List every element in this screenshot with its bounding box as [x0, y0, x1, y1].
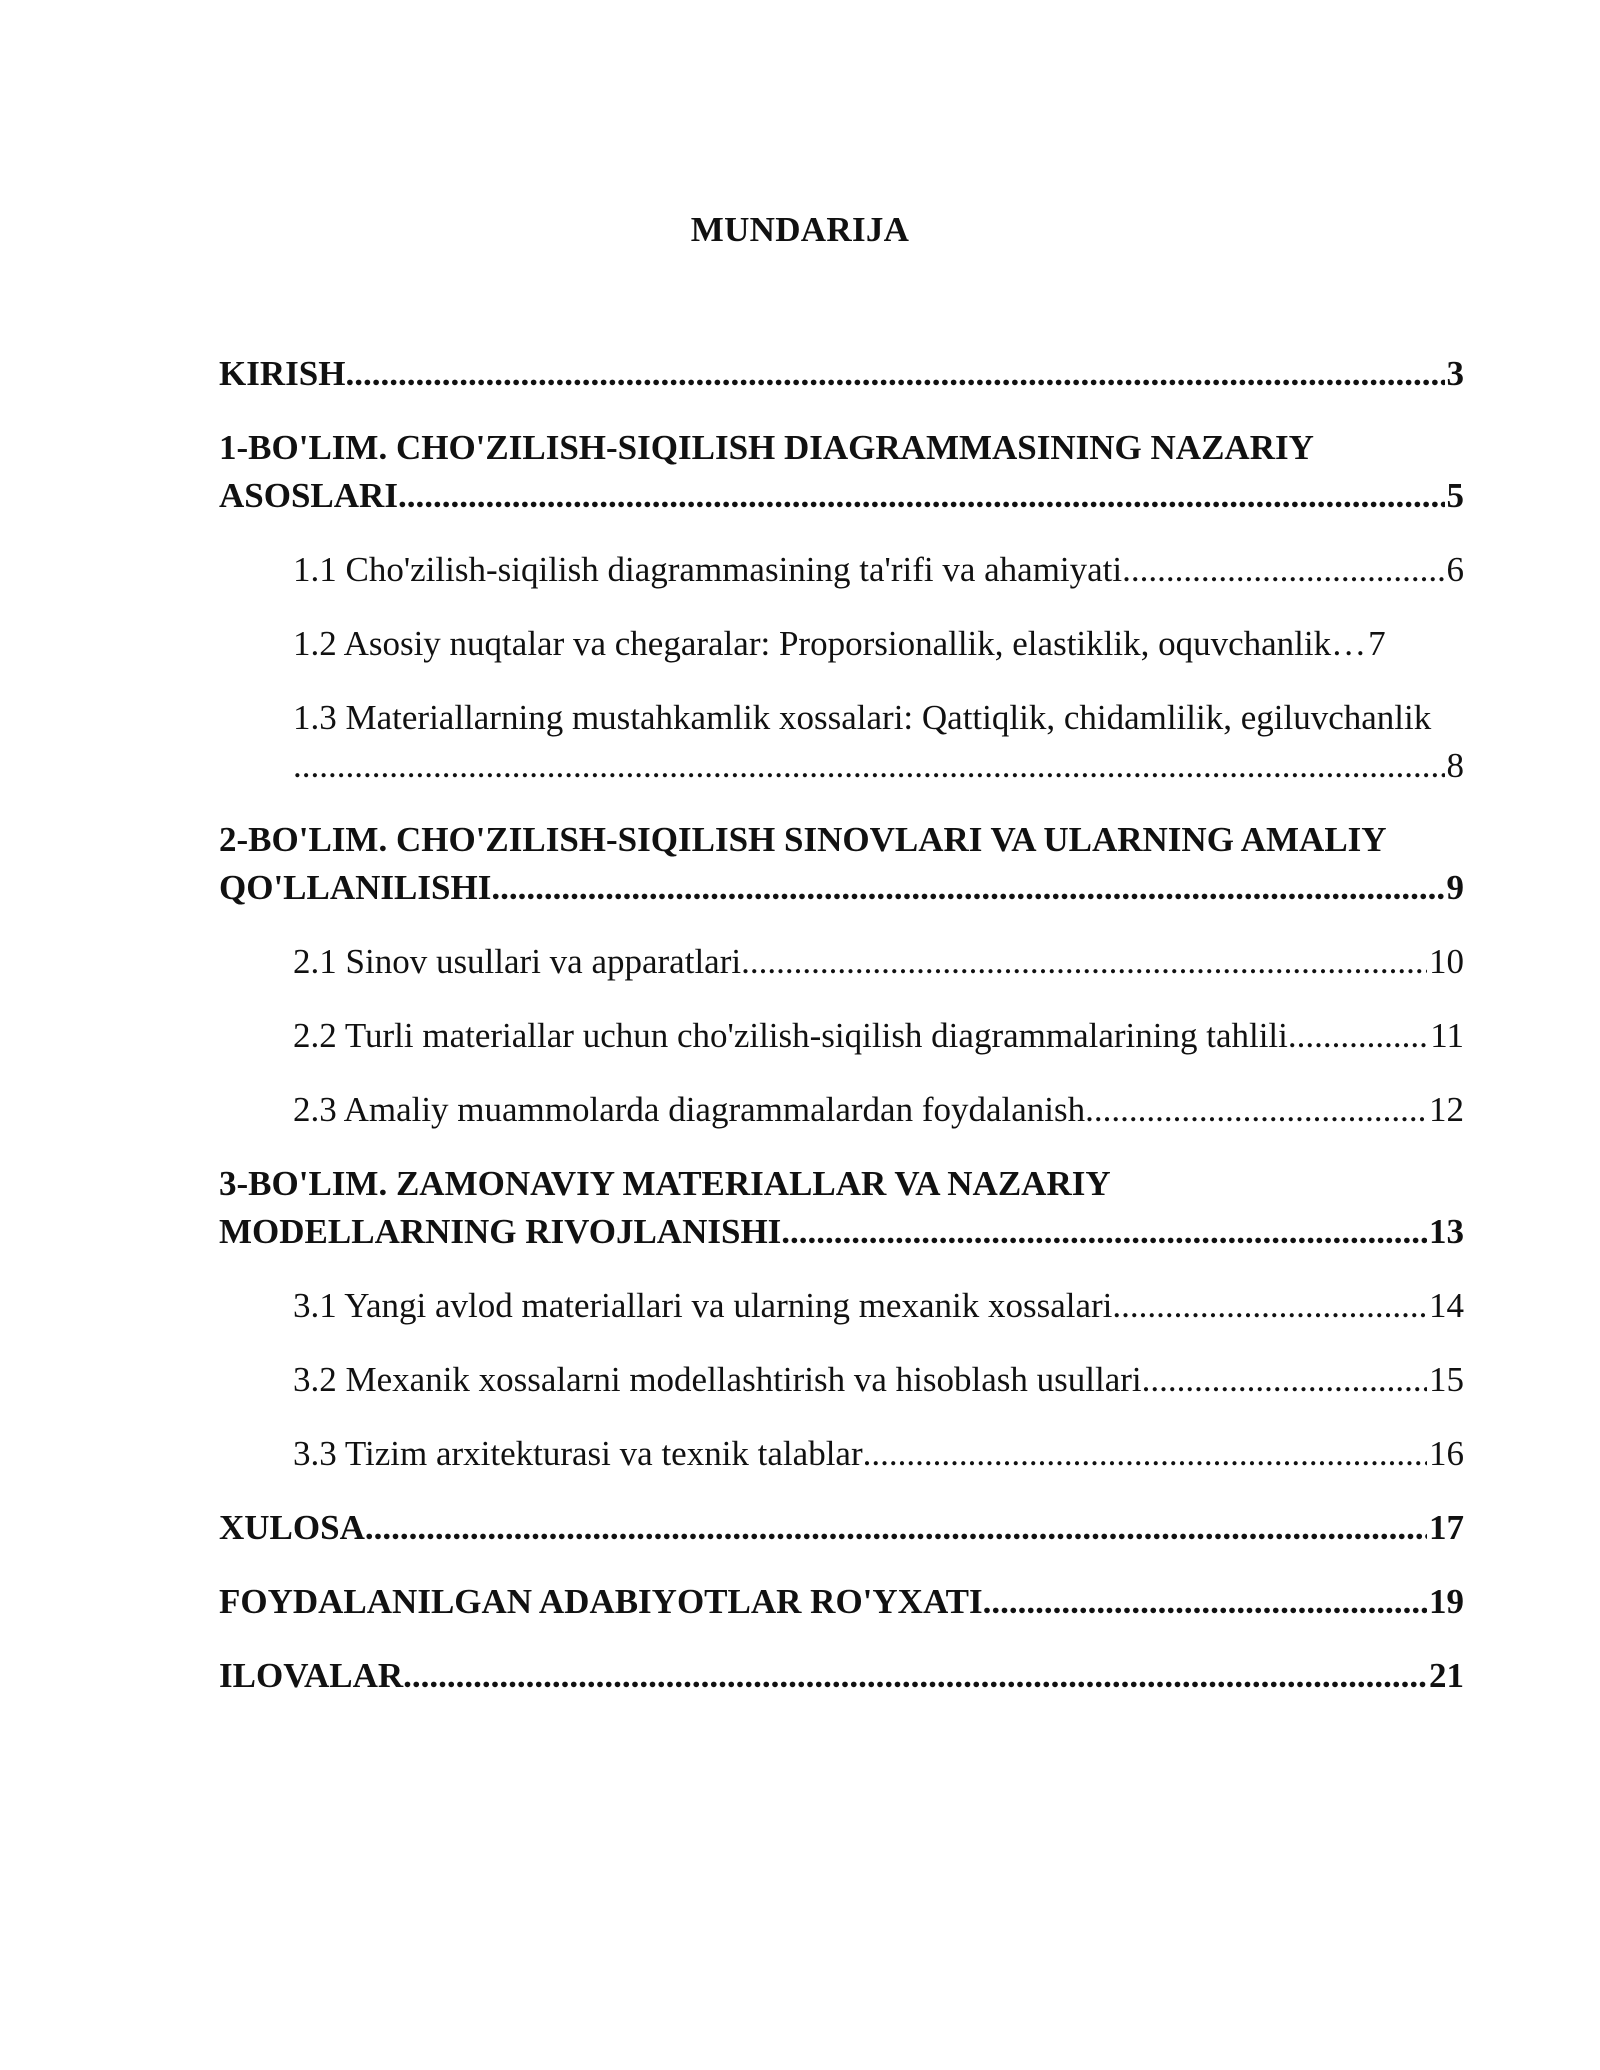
toc-entry-label-line: 1-BO'LIM. CHO'ZILISH-SIQILISH DIAGRAMMASINING NAZARIY: [219, 428, 1314, 467]
toc-entry-label: 1.1 Cho'zilish-siqilish diagrammasining ta'rifi va ahamiyati: [293, 550, 1123, 589]
table-of-contents: [219, 350, 1464, 1700]
dot-leader: [398, 472, 1445, 520]
toc-page-number: 5: [1446, 476, 1464, 515]
dot-leader: [345, 350, 1444, 398]
toc-entry-label: 2.3 Amaliy muammolarda diagrammalardan foydalanish: [293, 1090, 1086, 1129]
toc-entry-label: XULOSA: [219, 1508, 365, 1547]
toc-page-number: 17: [1429, 1508, 1464, 1547]
toc-entry-label: FOYDALANILGAN ADABIYOTLAR RO'YXATI: [219, 1582, 983, 1621]
toc-entry-sec-3-2[interactable]: [219, 1356, 1464, 1404]
toc-entry-sec-3-1[interactable]: [219, 1282, 1464, 1330]
toc-page-number: 7: [1368, 624, 1386, 663]
toc-entry-label-line: 2-BO'LIM. CHO'ZILISH-SIQILISH SINOVLARI VA ULARNING AMALIY: [219, 820, 1387, 859]
toc-entry-label: ASOSLARI: [219, 476, 398, 515]
dot-leader: [1122, 546, 1444, 594]
toc-entry-xulosa[interactable]: [219, 1504, 1464, 1552]
toc-page-number: 16: [1429, 1434, 1464, 1473]
toc-entry-sec-3-3[interactable]: [219, 1430, 1464, 1478]
dot-leader: [1085, 1086, 1427, 1134]
toc-entry-label: 3.2 Mexanik xossalarni modellashtirish va hisoblash usullari: [293, 1360, 1142, 1399]
toc-page-number: 19: [1429, 1582, 1464, 1621]
toc-entry-kirish[interactable]: [219, 350, 1464, 398]
toc-entry-sec-2-3[interactable]: [219, 1086, 1464, 1134]
dot-leader: [1112, 1282, 1427, 1330]
dot-leader: [1142, 1356, 1427, 1404]
toc-entry-label: MODELLARNING RIVOJLANISHI: [219, 1212, 782, 1251]
toc-entry-label: 2.1 Sinov usullari va apparatlari: [293, 942, 742, 981]
toc-page-number: 9: [1446, 868, 1464, 907]
document-title: MUNDARIJA: [690, 210, 910, 249]
toc-page-number: 6: [1446, 550, 1464, 589]
dot-leader: [983, 1578, 1427, 1626]
toc-entry-label: 2.2 Turli materiallar uchun cho'zilish-siqilish diagrammalarining tahlili: [293, 1016, 1288, 1055]
dot-leader: [491, 864, 1444, 912]
toc-page-number: 15: [1429, 1360, 1464, 1399]
toc-entry-label: QO'LLANILISHI: [219, 868, 492, 907]
toc-entry-bolim-2[interactable]: [219, 816, 1464, 912]
toc-entry-sec-2-1[interactable]: [219, 938, 1464, 986]
toc-entry-bolim-3[interactable]: [219, 1160, 1464, 1256]
toc-entry-sec-1-2[interactable]: [219, 620, 1464, 668]
toc-entry-label-line: 3-BO'LIM. ZAMONAVIY MATERIALLAR VA NAZARIY: [219, 1164, 1111, 1203]
toc-entry-sec-1-1[interactable]: [219, 546, 1464, 594]
toc-entry-label: KIRISH: [219, 354, 346, 393]
toc-page-number: 21: [1429, 1656, 1464, 1695]
toc-page-number: 8: [1446, 746, 1464, 785]
toc-entry-label: 3.1 Yangi avlod materiallari va ularning mexanik xossalari: [293, 1286, 1113, 1325]
toc-entry-label: ILOVALAR: [219, 1656, 404, 1695]
toc-entry-label: 1.2 Asosiy nuqtalar va chegaralar: Proporsionallik, elastiklik, oquvchanlik…: [293, 624, 1367, 663]
toc-entry-sec-1-3[interactable]: [219, 694, 1464, 790]
toc-entry-label-line: 1.3 Materiallarning mustahkamlik xossalari: Qattiqlik, chidamlilik, egiluvchanlik: [293, 698, 1432, 737]
toc-page-number: 11: [1430, 1016, 1464, 1055]
dot-leader: [863, 1430, 1427, 1478]
toc-entry-adabiyotlar[interactable]: [219, 1578, 1464, 1626]
dot-leader: [403, 1652, 1427, 1700]
toc-page-number: 14: [1429, 1286, 1464, 1325]
dot-leader: [1288, 1012, 1428, 1060]
toc-page-number: 13: [1429, 1212, 1464, 1251]
toc-entry-ilovalar[interactable]: [219, 1652, 1464, 1700]
dot-leader: [365, 1504, 1427, 1552]
toc-page-number: 3: [1446, 354, 1464, 393]
toc-entry-sec-2-2[interactable]: [219, 1012, 1464, 1060]
toc-page-number: 12: [1429, 1090, 1464, 1129]
dot-leader: [293, 742, 1445, 790]
dot-leader: [781, 1208, 1427, 1256]
toc-page-number: 10: [1429, 942, 1464, 981]
toc-entry-bolim-1[interactable]: [219, 424, 1464, 520]
toc-entry-label: 3.3 Tizim arxitekturasi va texnik talablar: [293, 1434, 863, 1473]
dot-leader: [741, 938, 1427, 986]
